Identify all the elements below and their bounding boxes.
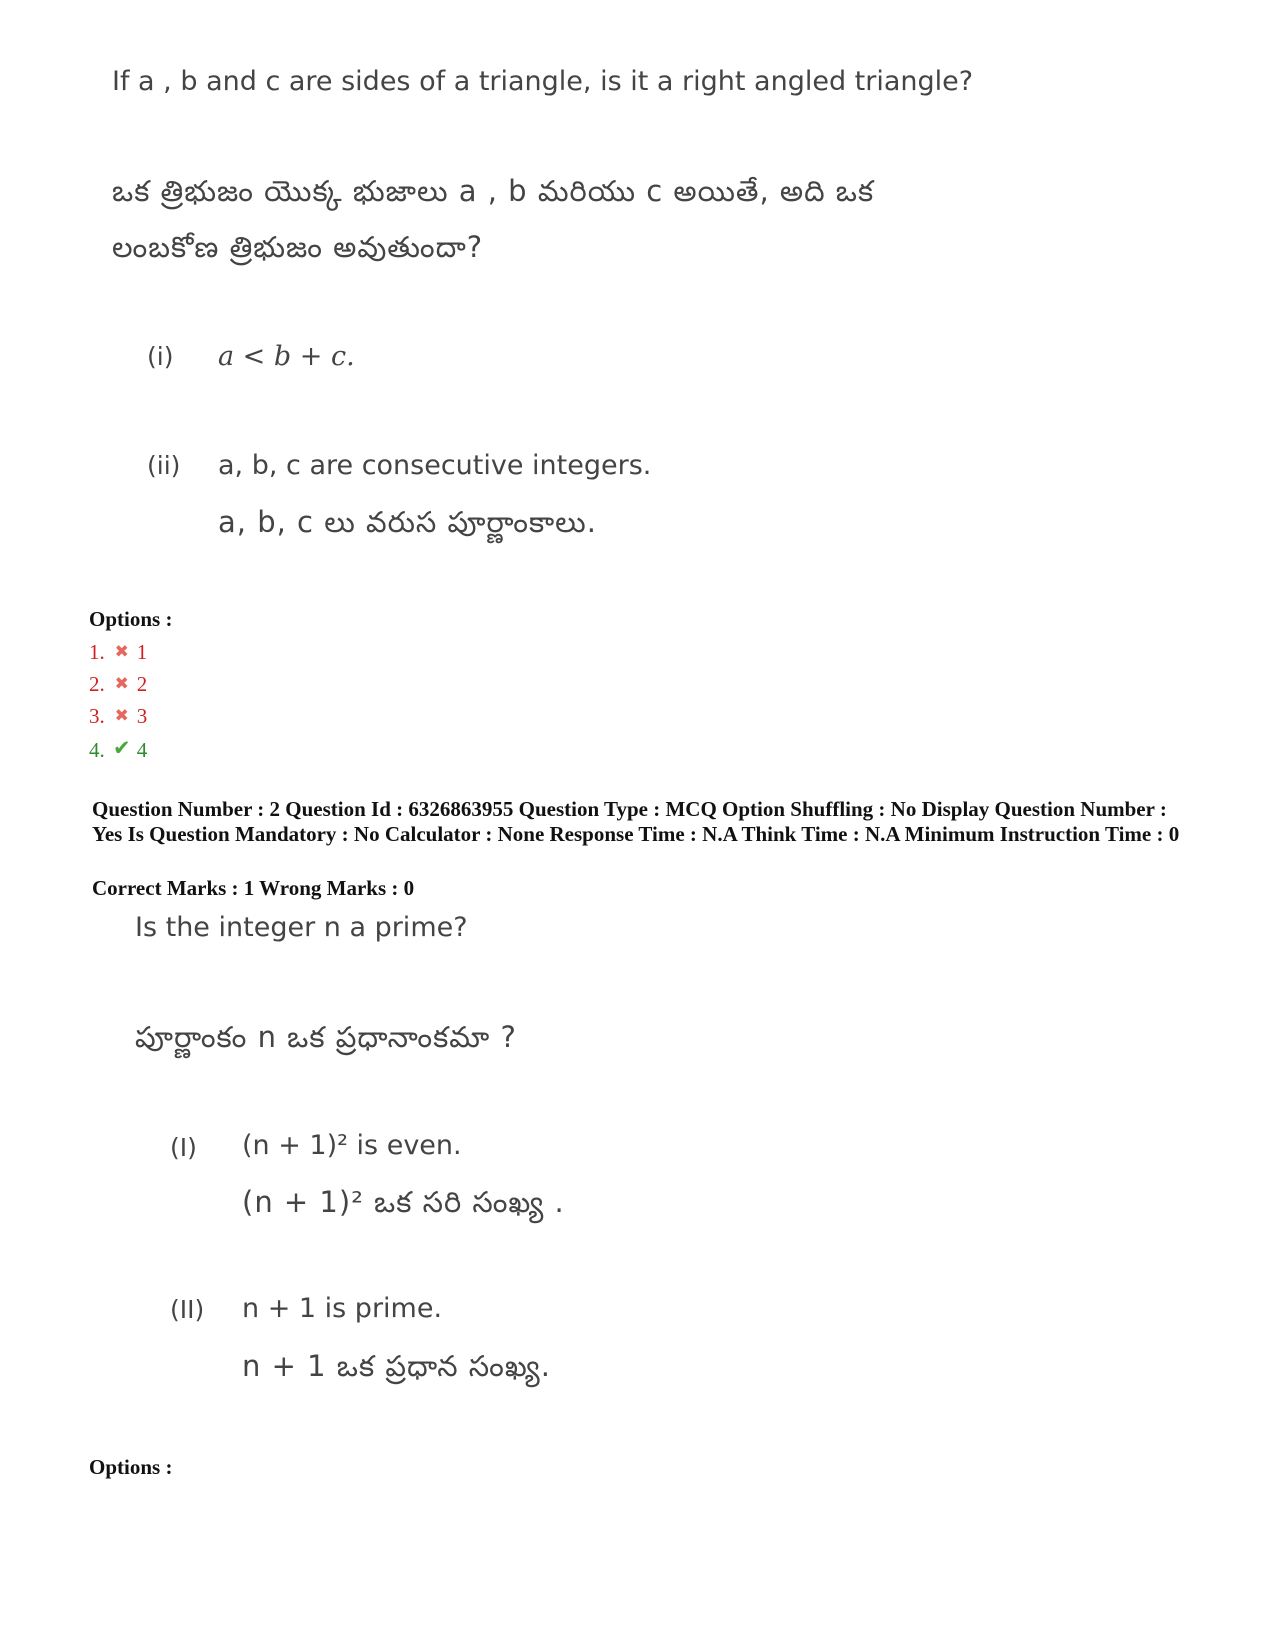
option-2-value: 2 — [136, 672, 148, 696]
option-3-number: 3. — [89, 704, 105, 728]
q1-statement-2-text-te: a, b, c లు వరుస పూర్ణాంకాలు. — [218, 505, 597, 539]
q1-statement-1-label: (i) — [147, 342, 174, 371]
option-1 — [89, 640, 147, 665]
q2-statement-1-label: (I) — [170, 1133, 197, 1162]
q1-stem-en: If a , b and c are sides of a triangle, is it a right angled triangle? — [112, 66, 974, 97]
q1-statement-1-text: a < b + c. — [218, 341, 355, 372]
check-icon: ✔ — [112, 736, 131, 760]
q2-stem-en: Is the integer n a prime? — [135, 912, 468, 943]
q2-stem-te: పూర్ణాంకం n ఒక ప్రధానాంకమా ? — [135, 1020, 517, 1054]
q2-statement-2-text-en: n + 1 is prime. — [242, 1293, 443, 1324]
q2-statement-2-text-te: n + 1 ఒక ప్రధాన సంఖ్య. — [242, 1349, 551, 1383]
q2-meta: Question Number : 2 Question Id : 6326863955 Question Type : MCQ Option Shuffling : No Display Question Number : Yes Is Question Mandatory : No Calculator : None Response Time : N.A Think Time : N.A Minimum Instruction Time : 0 — [92, 797, 1180, 846]
q2-statement-1-text-te: (n + 1)² ఒక సరి సంఖ్య . — [242, 1185, 565, 1219]
option-2-number: 2. — [89, 672, 105, 696]
cross-icon: ✖ — [114, 642, 129, 662]
q2-marks: Correct Marks : 1 Wrong Marks : 0 — [92, 876, 415, 900]
options2-heading: Options : — [89, 1455, 173, 1479]
option-4-number: 4. — [89, 738, 105, 762]
q1-stem-te-line1: ఒక త్రిభుజం యొక్క భుజాలు a , b మరియు c అయితే, అది ఒక — [112, 174, 875, 208]
q2-statement-1-text-en: (n + 1)² is even. — [242, 1130, 462, 1161]
cross-icon: ✖ — [114, 706, 129, 726]
options-heading: Options : — [89, 607, 173, 631]
option-4 — [89, 736, 147, 763]
q2-statement-2-label: (II) — [170, 1295, 205, 1324]
option-1-value: 1 — [136, 640, 148, 664]
q1-statement-2-label: (ii) — [147, 451, 181, 480]
option-3 — [89, 704, 147, 729]
cross-icon: ✖ — [114, 674, 129, 694]
option-4-value: 4 — [136, 738, 148, 762]
q1-statement-2-text-en: a, b, c are consecutive integers. — [218, 450, 652, 481]
option-2 — [89, 672, 147, 697]
option-1-number: 1. — [89, 640, 105, 664]
option-3-value: 3 — [136, 704, 148, 728]
q1-stem-te-line2: లంబకోణ త్రిభుజం అవుతుందా? — [112, 230, 484, 264]
